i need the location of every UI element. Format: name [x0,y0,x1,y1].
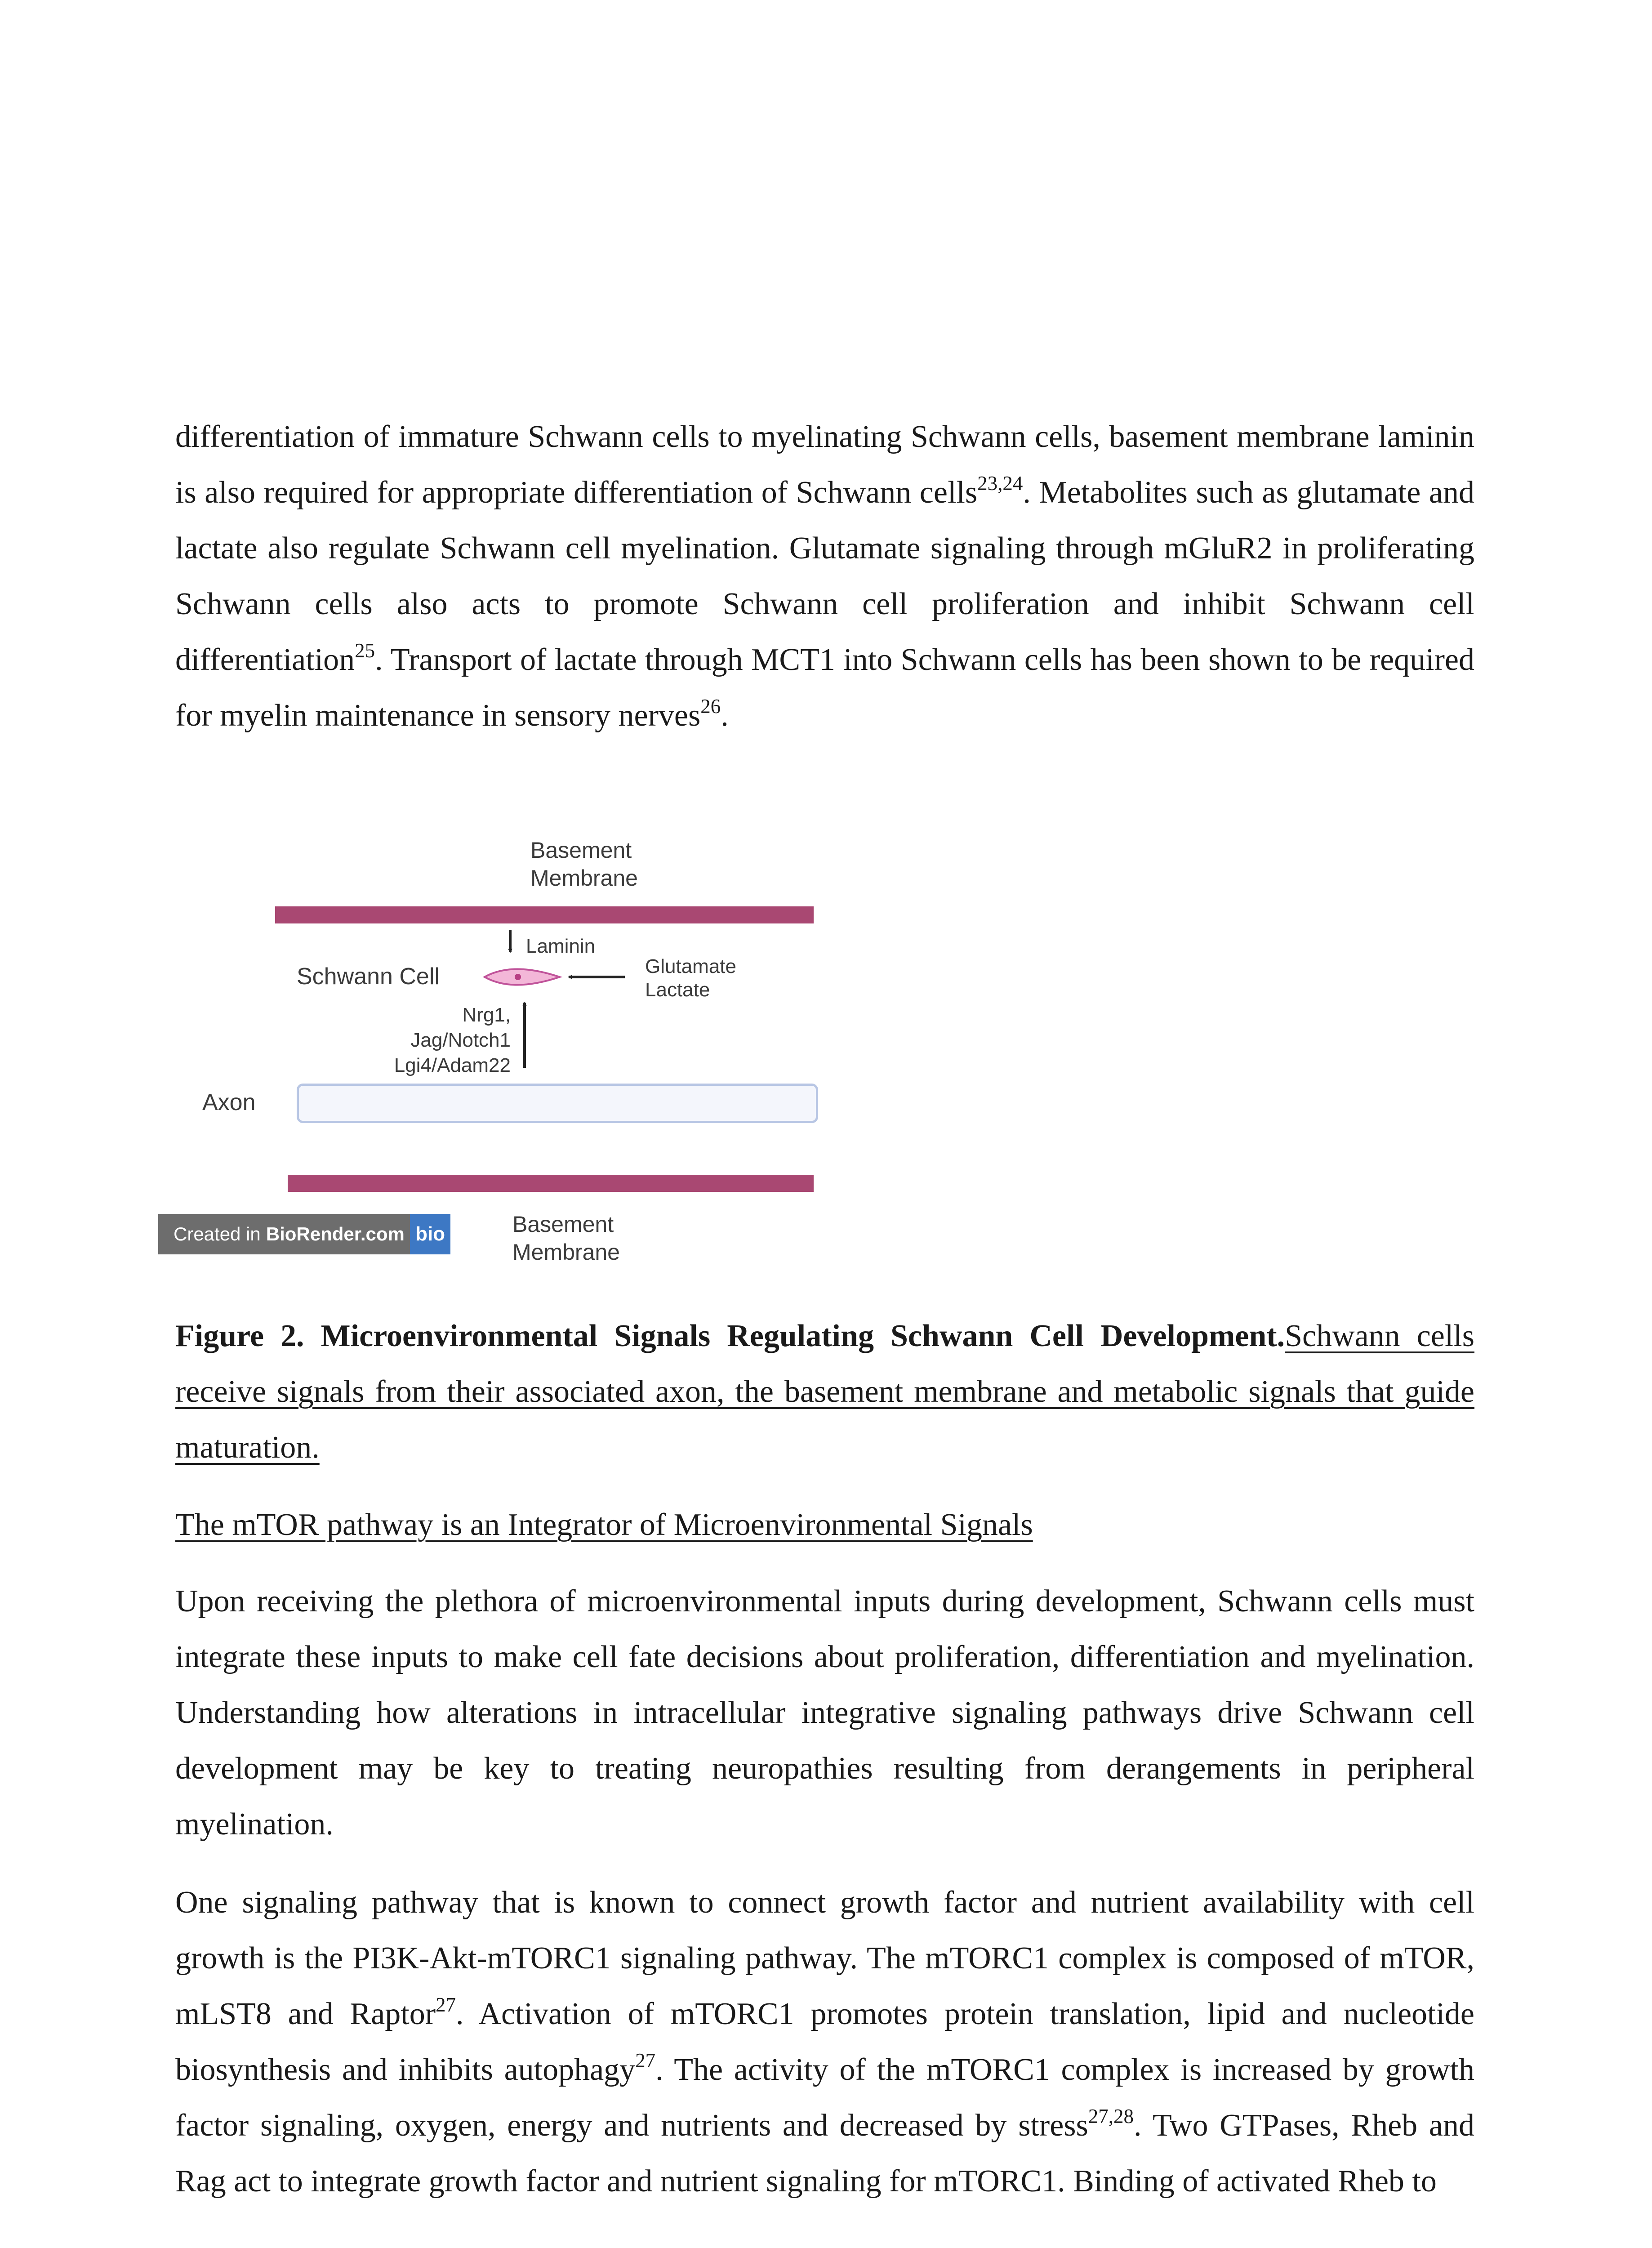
citation: 23,24 [977,472,1023,495]
paragraph-mtor [175,1875,1474,2209]
badge-brand: BioRender.com [266,1223,405,1244]
citation: 25 [355,639,375,662]
paragraph-text: . Transport of lactate through MCT1 into Schwann cells has been shown to be required for myelin maintenance in sensory nerves [175,642,1474,733]
basement-membrane-bottom-label: Basement Membrane [512,1212,620,1265]
citation: 27,28 [1088,2105,1134,2128]
paragraph-text: Upon receiving the plethora of microenvironmental inputs during development, Schwann cells must integrate these inputs to make cell fate decisions about proliferation, differentiation and myelination. Understanding how alterations in intracellular integrative signaling pathways drive Schwann cell development may be key to treating neuropathies resulting from derangements in peripheral myelination. [175,1584,1474,1842]
paragraph-text: One signaling pathway that is known to connect growth factor and nutrient availability with cell growth is the PI3K-Akt-mTORC1 signaling pathway. The mTORC1 complex is composed of mTOR, mLST8 and Raptor [175,1885,1474,2031]
figure-2-diagram [153,823,827,1281]
paragraph-text: differentiation of immature Schwann cells to myelinating Schwann cells, basement membrane laminin is also required for appropriate differentiation of Schwann cells [175,419,1474,510]
schwann-cell-label: Schwann Cell [297,963,440,990]
schwann-cell-nucleus [515,974,521,980]
paragraph-text: . [721,698,729,733]
axon-label: Axon [202,1089,256,1115]
axon-signals-label: Nrg1, Jag/Notch1 Lgi4/Adam22 [394,1004,511,1076]
paragraph-integration [175,1574,1474,1852]
glutamate-lactate-label: Glutamate Lactate [645,955,736,1001]
axon-shape [297,1084,818,1123]
paragraph-text: . The activity of the mTORC1 complex is increased by growth factor signaling, oxygen, energy and nutrients and decreased by stress [175,2052,1474,2143]
badge-prefix: Created in [174,1223,261,1244]
paragraph-text: . Two GTPases, Rheb and Rag act to integrate growth factor and nutrient signaling for mTORC1. Binding of activated Rheb to [175,2108,1474,2199]
basement-membrane-top-label: Basement Membrane [530,838,638,891]
paragraph-text: . Activation of mTORC1 promotes protein translation, lipid and nucleotide biosynthesis and inhibits autophagy [175,1997,1474,2087]
biorender-badge[interactable] [158,1214,450,1254]
citation: 27 [436,1994,456,2016]
laminin-label: Laminin [526,935,596,957]
citation: 26 [700,695,721,718]
basement-membrane-bottom [288,1175,814,1192]
section-heading: The mTOR pathway is an Integrator of Microenvironmental Signals [175,1508,1033,1542]
figure-caption [175,1308,1474,1476]
caption-title: Figure 2. Microenvironmental Signals Regulating Schwann Cell Development. [175,1319,1285,1353]
paragraph-intro [175,409,1474,744]
schwann-cell-shape [485,969,560,985]
biorender-logo-icon: bio [410,1214,450,1254]
paragraph-text: . Metabolites such as glutamate and lactate also regulate Schwann cell myelination. Glutamate signaling through mGluR2 in proliferating Schwann cells also acts to promote Schwann cell proliferation and inhibit Schwann cell differentiation [175,475,1474,677]
caption-text: Schwann cells receive signals from their associated axon, the basement membrane and metabolic signals that guide maturation. [175,1319,1474,1465]
citation: 27 [635,2049,656,2072]
